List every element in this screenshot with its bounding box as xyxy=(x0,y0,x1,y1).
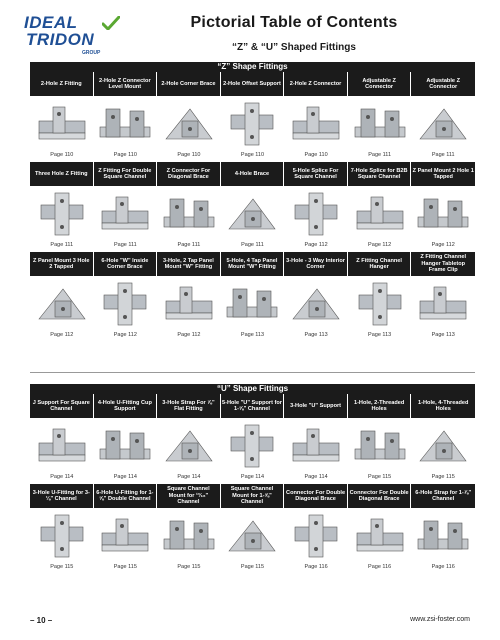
fitting-illustration xyxy=(160,421,218,471)
fitting-illustration xyxy=(160,511,218,561)
fitting-item[interactable] xyxy=(30,484,94,574)
fitting-item[interactable] xyxy=(411,162,475,252)
fitting-item[interactable] xyxy=(30,72,94,162)
page-reference[interactable]: Page 114 xyxy=(304,474,328,480)
fitting-illustration xyxy=(160,279,218,329)
fitting-illustration xyxy=(351,511,409,561)
page-reference[interactable]: Page 111 xyxy=(177,242,201,248)
fitting-item[interactable] xyxy=(94,162,158,252)
page-reference[interactable]: Page 114 xyxy=(240,474,265,480)
fitting-illustration xyxy=(33,189,91,239)
fitting-label: 2-Hole Z Connector Level Mount xyxy=(94,72,158,96)
fitting-item[interactable] xyxy=(30,394,94,484)
page-reference[interactable]: Page 110 xyxy=(113,152,137,158)
fitting-label: Z Fitting Channel Hanger Tabletop Frame Clip xyxy=(411,252,475,276)
fitting-illustration xyxy=(287,279,345,329)
page-reference[interactable]: Page 111 xyxy=(50,242,74,248)
fitting-item[interactable] xyxy=(284,394,348,484)
page-title: Pictorial Table of Contents xyxy=(190,14,398,31)
fitting-illustration xyxy=(96,421,154,471)
page-subtitle: “Z” & “U” Shaped Fittings xyxy=(232,42,356,53)
fitting-illustration xyxy=(223,511,281,561)
fitting-label: 3-Hole "U" Support xyxy=(284,394,348,418)
fitting-label: Z Panel Mount 2 Hole 1 Tapped xyxy=(411,162,475,186)
page-reference[interactable]: Page 112 xyxy=(177,332,201,338)
page-reference[interactable]: Page 113 xyxy=(240,332,265,338)
fitting-item[interactable] xyxy=(348,162,412,252)
u-fitting-row xyxy=(30,394,475,484)
fitting-illustration xyxy=(414,189,472,239)
page-reference[interactable]: Page 114 xyxy=(113,474,137,480)
fitting-illustration xyxy=(351,279,409,329)
page-reference[interactable]: Page 113 xyxy=(431,332,455,338)
fitting-label: 3-Hole - 3 Way Interior Corner xyxy=(284,252,348,276)
fitting-item[interactable] xyxy=(157,252,221,342)
logo-line-2: TRIDON xyxy=(26,30,95,49)
page-reference[interactable]: Page 111 xyxy=(368,152,391,158)
fitting-illustration xyxy=(414,421,472,471)
fitting-illustration xyxy=(96,99,154,149)
fitting-label: Z Connector For Diagonal Brace xyxy=(157,162,221,186)
page-reference[interactable]: Page 113 xyxy=(304,332,328,338)
fitting-item[interactable] xyxy=(94,394,158,484)
fitting-item[interactable] xyxy=(411,484,475,574)
fitting-label: 6-Hole Strap for 1-⅞" Channel xyxy=(411,484,475,508)
fitting-item[interactable] xyxy=(157,484,221,574)
fitting-item[interactable] xyxy=(284,72,348,162)
page-reference[interactable]: Page 115 xyxy=(113,564,137,570)
fitting-label: 3-Hole U-Fitting for 3-⅛" Channel xyxy=(30,484,94,508)
fitting-item[interactable] xyxy=(284,252,348,342)
u-fitting-row xyxy=(30,484,475,574)
fitting-item[interactable] xyxy=(94,72,158,162)
page-reference[interactable]: Page 115 xyxy=(177,564,201,570)
page-reference[interactable]: Page 114 xyxy=(50,474,74,480)
fitting-illustration xyxy=(414,279,472,329)
fitting-item[interactable] xyxy=(284,162,348,252)
fitting-illustration xyxy=(33,99,91,149)
page-reference[interactable]: Page 116 xyxy=(304,564,328,570)
page-reference[interactable]: Page 116 xyxy=(431,564,455,570)
fitting-label: 1-Hole, 4-Threaded Holes xyxy=(411,394,475,418)
fitting-item[interactable] xyxy=(284,484,348,574)
u-shape-section xyxy=(30,384,475,574)
fitting-item[interactable] xyxy=(221,72,285,162)
fitting-label: 7-Hole Splice for B2B Square Channel xyxy=(348,162,412,186)
website-link[interactable]: www.zsi-foster.com xyxy=(410,616,470,623)
fitting-label: 1-Hole, 2-Threaded Holes xyxy=(348,394,412,418)
logo-line-1: IDEAL xyxy=(24,13,78,32)
page-reference[interactable]: Page 110 xyxy=(177,152,201,158)
fitting-illustration xyxy=(96,279,154,329)
fitting-item[interactable] xyxy=(221,162,285,252)
fitting-illustration xyxy=(223,99,281,149)
fitting-label: 4-Hole Brace xyxy=(221,162,285,186)
fitting-item[interactable] xyxy=(30,162,94,252)
fitting-item[interactable] xyxy=(157,394,221,484)
page-reference[interactable]: Page 111 xyxy=(241,242,264,248)
fitting-item[interactable] xyxy=(30,252,94,342)
fitting-label: Z Fitting Channel Hanger xyxy=(348,252,412,276)
fitting-illustration xyxy=(33,279,91,329)
fitting-illustration xyxy=(33,511,91,561)
section-divider xyxy=(30,372,475,373)
page-reference[interactable]: Page 111 xyxy=(431,152,455,158)
fitting-label: Square Channel Mount for ¹³⁄₁₆" Channel xyxy=(157,484,221,508)
page-reference[interactable]: Page 112 xyxy=(368,242,392,248)
page-reference[interactable]: Page 110 xyxy=(304,152,328,158)
fitting-label: Adjustable Z Connector xyxy=(411,72,475,96)
fitting-illustration xyxy=(351,421,409,471)
page-reference[interactable]: Page 114 xyxy=(177,474,201,480)
page-reference[interactable]: Page 115 xyxy=(431,474,455,480)
fitting-label: 5-Hole Splice For Square Channel xyxy=(284,162,348,186)
fitting-illustration xyxy=(223,189,281,239)
fitting-label: Three Hole Z Fitting xyxy=(30,162,94,186)
fitting-label: 6-Hole U-Fitting for 1-⅝" Double Channel xyxy=(94,484,158,508)
fitting-label: Adjustable Z Connector xyxy=(348,72,412,96)
fitting-item[interactable] xyxy=(221,484,285,574)
logo-line-3: GROUP xyxy=(82,50,101,56)
fitting-label: 4-Hole U-Fitting Cup Support xyxy=(94,394,158,418)
page-reference[interactable]: Page 112 xyxy=(431,242,455,248)
page-number: – 10 – xyxy=(30,616,53,625)
fitting-item[interactable] xyxy=(157,72,221,162)
fitting-label: Connector For Double Diagonal Brace xyxy=(284,484,348,508)
page-reference[interactable]: Page 112 xyxy=(50,332,74,338)
fitting-illustration xyxy=(287,421,345,471)
fitting-label: J Support For Square Channel xyxy=(30,394,94,418)
fitting-illustration xyxy=(96,189,154,239)
fitting-item[interactable] xyxy=(94,252,158,342)
fitting-item[interactable] xyxy=(411,252,475,342)
fitting-label: 3-Hole Strap For ⅞" Flat Fitting xyxy=(157,394,221,418)
page-reference[interactable]: Page 110 xyxy=(240,152,265,158)
z-fitting-row xyxy=(30,252,475,342)
fitting-illustration xyxy=(287,189,345,239)
fitting-label: 2-Hole Z Connector xyxy=(284,72,348,96)
fitting-illustration xyxy=(96,511,154,561)
fitting-illustration xyxy=(414,511,472,561)
page-reference[interactable]: Page 115 xyxy=(50,564,74,570)
fitting-label: 5-Hole, 4 Tap Panel Mount "W" Fitting xyxy=(221,252,285,276)
fitting-illustration xyxy=(414,99,472,149)
page-reference[interactable]: Page 115 xyxy=(240,564,265,570)
fitting-item[interactable] xyxy=(348,252,412,342)
fitting-illustration xyxy=(223,279,281,329)
fitting-label: 3-Hole, 2 Tap Panel Mount "W" Fitting xyxy=(157,252,221,276)
fitting-item[interactable] xyxy=(411,72,475,162)
page-reference[interactable]: Page 116 xyxy=(368,564,392,570)
fitting-illustration xyxy=(223,421,281,471)
z-shape-section xyxy=(30,62,475,342)
fitting-illustration xyxy=(33,421,91,471)
fitting-item[interactable] xyxy=(221,394,285,484)
fitting-illustration xyxy=(351,189,409,239)
fitting-illustration xyxy=(287,99,345,149)
fitting-item[interactable] xyxy=(348,394,412,484)
fitting-label: Square Channel Mount for 1-⅝" Channel xyxy=(221,484,285,508)
fitting-label: 2-Hole Z Fitting xyxy=(30,72,94,96)
fitting-label: Connector For Double Diagonal Brace xyxy=(348,484,412,508)
z-fitting-row xyxy=(30,72,475,162)
fitting-item[interactable] xyxy=(411,394,475,484)
fitting-item[interactable] xyxy=(94,484,158,574)
fitting-illustration xyxy=(160,189,218,239)
page-reference[interactable]: Page 111 xyxy=(113,242,137,248)
fitting-label: 2-Hole Corner Brace xyxy=(157,72,221,96)
page-reference[interactable]: Page 113 xyxy=(368,332,392,338)
fitting-label: 2-Hole Offset Support xyxy=(221,72,285,96)
section-title-bar: “U” Shape Fittings xyxy=(30,384,475,394)
section-title-bar: “Z” Shape Fittings xyxy=(30,62,475,72)
fitting-illustration xyxy=(351,99,409,149)
page-reference[interactable]: Page 115 xyxy=(368,474,392,480)
page-reference[interactable]: Page 110 xyxy=(50,152,74,158)
fitting-label: 6-Hole "W" Inside Corner Brace xyxy=(94,252,158,276)
z-fitting-row xyxy=(30,162,475,252)
fitting-label: Z Fitting For Double Square Channel xyxy=(94,162,158,186)
fitting-illustration xyxy=(160,99,218,149)
fitting-item[interactable] xyxy=(348,72,412,162)
page-reference[interactable]: Page 112 xyxy=(113,332,137,338)
fitting-item[interactable] xyxy=(348,484,412,574)
fitting-label: 5-Hole "U" Support for 1-⅝" Channel xyxy=(221,394,285,418)
fitting-label: Z Panel Mount 3 Hole 2 Tapped xyxy=(30,252,94,276)
fitting-item[interactable] xyxy=(157,162,221,252)
fitting-item[interactable] xyxy=(221,252,285,342)
fitting-illustration xyxy=(287,511,345,561)
page-reference[interactable]: Page 112 xyxy=(304,242,328,248)
